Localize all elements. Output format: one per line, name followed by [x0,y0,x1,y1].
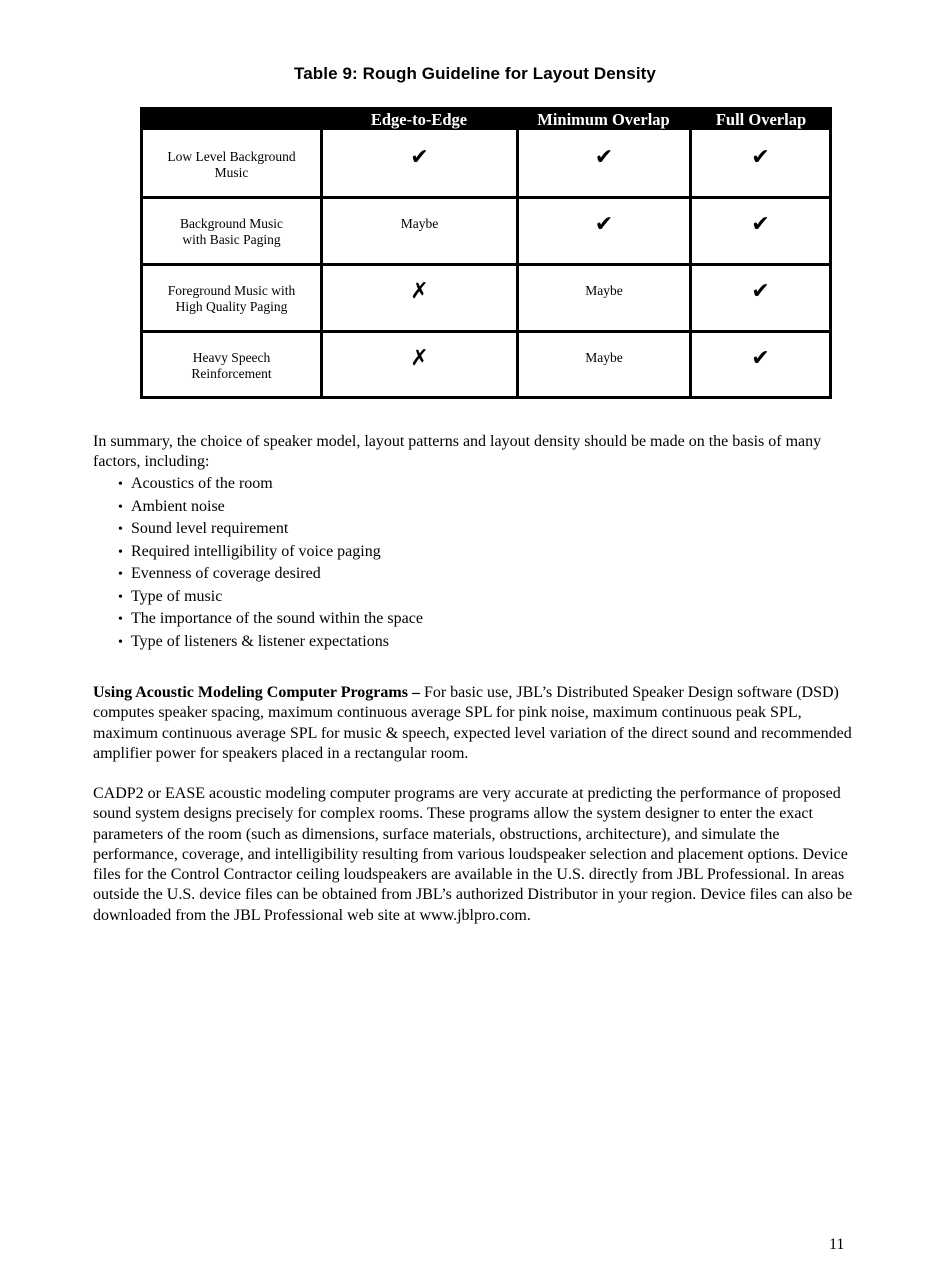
table-border-right [829,107,832,399]
list-item-text: The importance of the sound within the space [131,610,423,627]
list-item-text: Evenness of coverage desired [131,565,321,582]
list-item-text: Required intelligibility of voice paging [131,542,381,560]
list-item-text: Ambient noise [131,497,225,515]
factors-list [118,473,423,653]
list-item [118,608,423,631]
row-label-line: Reinforcement [191,366,272,381]
list-item [118,631,423,654]
cross-icon: ✗ [410,346,429,371]
header-minimum-overlap: Minimum Overlap [537,110,670,129]
check-icon: ✔ [594,212,614,237]
row-label-line: Heavy Speech [192,350,271,365]
bullet-icon: • [118,544,123,560]
bullet-icon: • [118,522,123,537]
row-label-line: Foreground Music with [167,283,296,298]
table-border-bottom [140,396,832,399]
check-icon: ✔ [751,212,770,237]
list-item [118,496,423,519]
table-title: Table 9: Rough Guideline for Layout Density [294,64,656,83]
row-label [143,350,320,382]
list-item-text: Type of listeners & listener expectations [131,632,389,650]
section-body: For basic use, JBL’s Distributed Speaker Design software (DSD) computes speaker spacing, maximum continuous average SPL for pink noise, maximum continuous peak SPL, maximum continuous average SPL for music & speech, expected level variation of the direct sound and recommended amplifier power for speakers placed in a rectangular room. [93,684,852,762]
bullet-icon: • [118,634,123,650]
row-label-line: High Quality Paging [175,299,288,314]
list-item [118,563,423,586]
row-label-line: Low Level Background [167,149,296,164]
check-icon: ✔ [410,145,429,170]
page-number: 11 [829,1236,845,1253]
cadp2-ease-paragraph: CADP2 or EASE acoustic modeling computer programs are very accurate at predicting the performance of proposed sound system designs precisely for complex rooms. These programs allow the system designer to enter the exact parameters of the room (such as dimensions, surface materials, obstructions, architecture), and simulate the performance, coverage, and intelligibility resulting from various loudspeaker selection and placement options. Device files for the Control Contractor ceiling loudspeakers are available in the U.S. directly from JBL Professional. In areas outside the U.S. device files can be obtained from JBL’s authorized Distributor in your region. Device files can also be downloaded from the JBL Professional web site at www.jblpro.com. [93,785,853,924]
row-label [143,149,320,181]
row-label-line: with Basic Paging [182,232,281,247]
cross-icon: ✗ [410,279,429,304]
bullet-icon: • [118,567,123,582]
header-cell-empty [140,108,321,130]
row-label-line: Background Music [179,216,284,231]
check-icon: ✔ [751,346,770,371]
check-icon: ✔ [751,279,770,304]
bullet-icon: • [118,477,123,492]
maybe-text: Maybe [585,283,623,298]
check-icon: ✔ [751,145,770,170]
acoustic-modeling-paragraph [93,683,863,764]
row-divider [140,196,832,199]
maybe-text: Maybe [585,350,623,365]
header-full-overlap: Full Overlap [715,110,807,129]
row-label-line: Music [214,165,249,180]
maybe-text: Maybe [400,216,439,231]
bullet-icon: • [118,612,123,627]
header-edge-to-edge: Edge-to-Edge [370,110,468,129]
list-item [118,586,423,609]
list-item [118,518,423,541]
list-item-text: Type of music [131,587,223,605]
list-item-text: Sound level requirement [131,520,289,537]
bullet-icon: • [118,499,123,515]
check-icon: ✔ [594,145,614,170]
row-divider [140,263,832,266]
section-heading: Using Acoustic Modeling Computer Programs – [93,684,420,701]
summary-intro: In summary, the choice of speaker model, layout patterns and layout density should be made on the basis of many factors, including: [93,433,822,471]
layout-density-table [140,107,832,399]
list-item-text: Acoustics of the room [131,475,273,492]
row-label [143,216,320,248]
bullet-icon: • [118,589,123,605]
list-item [118,541,423,564]
row-label [143,283,320,315]
row-divider [140,330,832,333]
list-item [118,473,423,496]
